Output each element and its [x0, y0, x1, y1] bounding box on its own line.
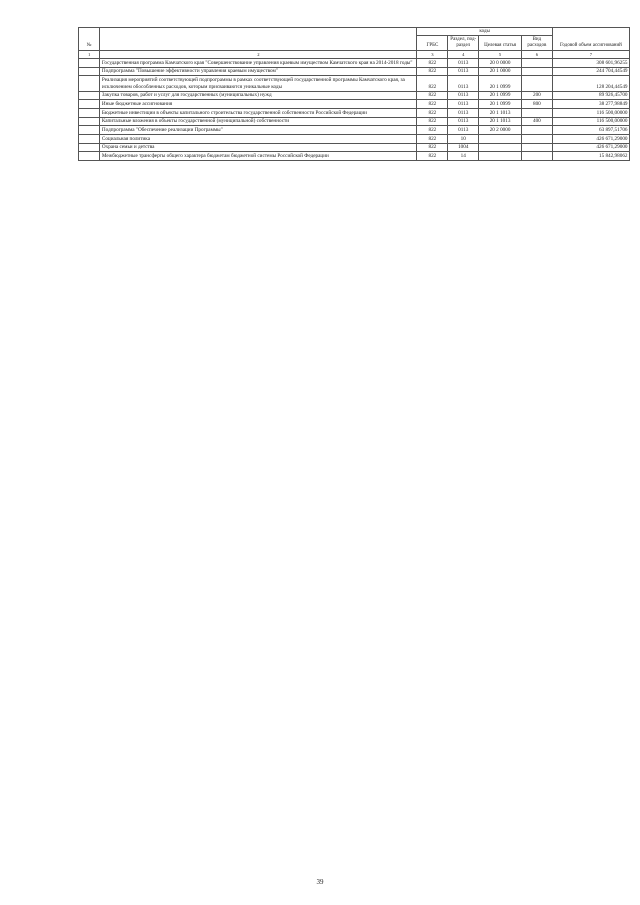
header-grbs: ГРБС [417, 36, 448, 51]
cell-razd: 1004 [448, 143, 479, 152]
cell-name: Социальная политика [100, 135, 417, 144]
cell-razd: 0113 [448, 108, 479, 117]
cell-number [79, 143, 100, 152]
cell-name: Бюджетные инвестиции в объекты капитального строительства государственной собственности Российской Федерации [100, 108, 417, 117]
cell-razd: 0113 [448, 67, 479, 76]
cell-cst: 20 1 0999 [479, 100, 522, 109]
table-row [79, 135, 630, 144]
cell-number [79, 117, 100, 126]
table-row [79, 152, 630, 161]
cell-vid [521, 135, 552, 144]
header-codes: коды [417, 28, 552, 36]
cell-razd: 0113 [448, 91, 479, 100]
cell-cst [479, 143, 522, 152]
table-row [79, 108, 630, 117]
cell-name: Реализация мероприятий соответствующей подпрограммы в рамках соответствующей государственной программы Камчатского края, за исключением обособленных расходов, которым присваиваются уникальные коды [100, 76, 417, 91]
cell-grbs: 822 [417, 76, 448, 91]
column-index-row [79, 51, 630, 59]
cell-name: Иные бюджетные ассигнования [100, 100, 417, 109]
cell-vid: 800 [521, 100, 552, 109]
table-row [79, 59, 630, 68]
cell-cst: 20 0 0000 [479, 59, 522, 68]
cell-cst [479, 152, 522, 161]
cell-number [79, 135, 100, 144]
page-number: 39 [316, 878, 324, 886]
cell-name: Государственная программа Камчатского края "Совершенствование управления краевым имуществом Камчатского края на 2014-2018 годы" [100, 59, 417, 68]
cell-grbs: 822 [417, 91, 448, 100]
cell-sum: 89 926,45700 [552, 91, 629, 100]
cell-sum: 116 500,00000 [552, 108, 629, 117]
cell-vid: 200 [521, 91, 552, 100]
cell-vid [521, 152, 552, 161]
cell-grbs: 822 [417, 67, 448, 76]
cell-grbs: 822 [417, 152, 448, 161]
cell-grbs: 822 [417, 100, 448, 109]
cell-name: Подпрограмма "Обеспечение реализации Программы" [100, 126, 417, 135]
header-number: № [79, 28, 100, 51]
column-index: 2 [100, 51, 417, 59]
cell-razd: 0113 [448, 100, 479, 109]
table-row [79, 143, 630, 152]
cell-cst [479, 135, 522, 144]
cell-sum: 244 704,44549 [552, 67, 629, 76]
table-header-row [79, 28, 630, 36]
cell-vid [521, 143, 552, 152]
cell-sum: 426 671,29000 [552, 135, 629, 144]
table-row [79, 67, 630, 76]
cell-number [79, 100, 100, 109]
column-index: 4 [448, 51, 479, 59]
cell-grbs: 822 [417, 135, 448, 144]
cell-number [79, 59, 100, 68]
cell-name: Охрана семьи и детства [100, 143, 417, 152]
table-row [79, 117, 630, 126]
column-index: 1 [79, 51, 100, 59]
cell-cst: 20 1 0999 [479, 91, 522, 100]
cell-number [79, 91, 100, 100]
cell-name: Капитальные вложения в объекты государственной (муниципальной) собственности [100, 117, 417, 126]
cell-grbs: 822 [417, 126, 448, 135]
cell-cst: 20 2 0000 [479, 126, 522, 135]
cell-sum: 128 204,44549 [552, 76, 629, 91]
cell-grbs: 822 [417, 143, 448, 152]
column-index: 3 [417, 51, 448, 59]
header-razd: Раздел, под-раздел [448, 36, 479, 51]
cell-name: Подпрограмма "Повышение эффективности управления краевым имуществом" [100, 67, 417, 76]
table-row [79, 126, 630, 135]
cell-sum: 116 500,00000 [552, 117, 629, 126]
header-cst: Целевая статья [479, 36, 522, 51]
cell-sum: 38 277,98849 [552, 100, 629, 109]
column-index: 5 [479, 51, 522, 59]
cell-number [79, 76, 100, 91]
cell-number [79, 152, 100, 161]
table-row [79, 100, 630, 109]
cell-vid: 400 [521, 117, 552, 126]
cell-sum: 63 897,51706 [552, 126, 629, 135]
cell-vid [521, 76, 552, 91]
cell-cst: 20 1 1013 [479, 117, 522, 126]
cell-cst: 20 1 1013 [479, 108, 522, 117]
cell-vid [521, 67, 552, 76]
cell-razd: 0113 [448, 59, 479, 68]
cell-razd: 0113 [448, 117, 479, 126]
column-index: 6 [521, 51, 552, 59]
header-vid: Вид расходов [521, 36, 552, 51]
cell-razd: 0113 [448, 126, 479, 135]
cell-vid [521, 59, 552, 68]
cell-sum: 15 842,98062 [552, 152, 629, 161]
cell-vid [521, 108, 552, 117]
table-row [79, 91, 630, 100]
cell-name: Межбюджетные трансферты общего характера бюджетам бюджетной системы Российской Федерации [100, 152, 417, 161]
cell-cst: 20 1 0999 [479, 76, 522, 91]
table-row [79, 76, 630, 91]
cell-number [79, 126, 100, 135]
cell-sum: 308 601,96255 [552, 59, 629, 68]
column-index: 7 [552, 51, 629, 59]
cell-grbs: 822 [417, 117, 448, 126]
cell-number [79, 108, 100, 117]
cell-cst: 20 1 0000 [479, 67, 522, 76]
cell-sum: 426 671,29000 [552, 143, 629, 152]
cell-grbs: 822 [417, 108, 448, 117]
cell-razd: 14 [448, 152, 479, 161]
cell-razd: 10 [448, 135, 479, 144]
header-sum: Годовой объем ассигнований [552, 28, 629, 51]
header-name [100, 28, 417, 51]
cell-grbs: 822 [417, 59, 448, 68]
cell-name: Закупка товаров, работ и услуг для государственных (муниципальных) нужд [100, 91, 417, 100]
cell-razd: 0113 [448, 76, 479, 91]
cell-number [79, 67, 100, 76]
cell-vid [521, 126, 552, 135]
budget-table [78, 27, 630, 161]
